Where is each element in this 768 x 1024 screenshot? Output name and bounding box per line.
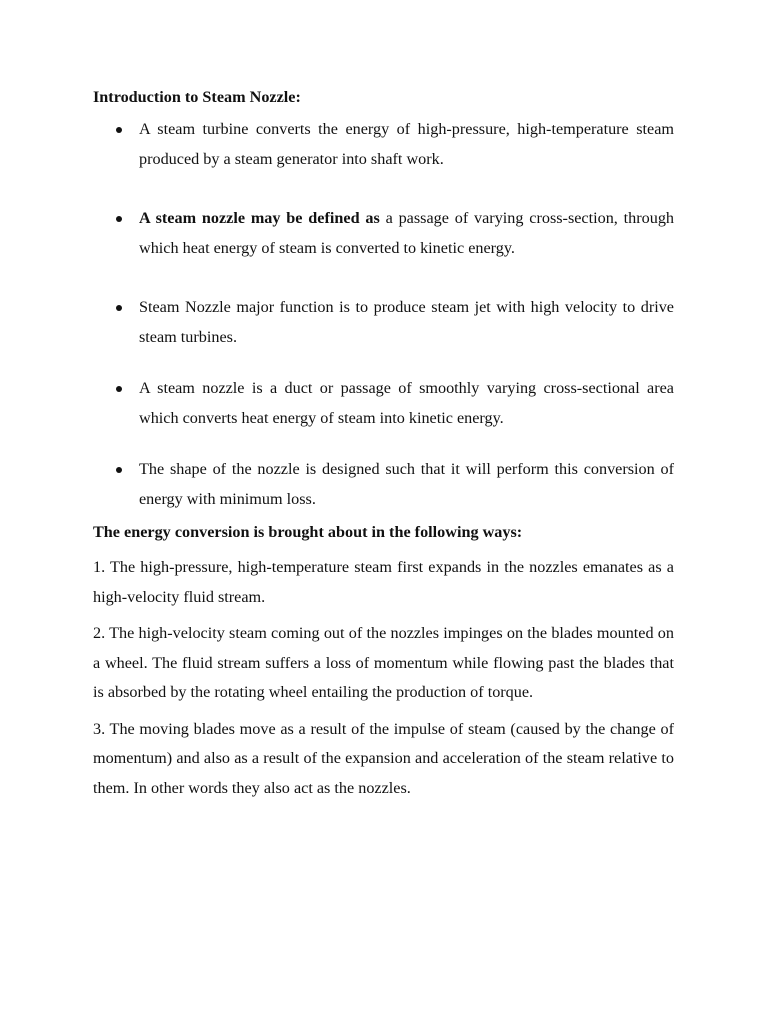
bullet-list — [93, 115, 674, 514]
bullet-text: A steam nozzle is a duct or passage of smoothly varying cross-sectional area which converts heat energy of steam into kinetic energy. — [139, 379, 674, 427]
bullet-icon — [116, 305, 122, 311]
bullet-item — [93, 115, 674, 174]
bullet-text: A steam turbine converts the energy of high-pressure, high-temperature steam produced by a steam generator into shaft work. — [139, 120, 674, 168]
bullet-icon — [116, 467, 122, 473]
section-heading: Introduction to Steam Nozzle: — [93, 88, 301, 106]
bullet-icon — [116, 386, 122, 392]
bullet-text: Steam Nozzle major function is to produce steam jet with high velocity to drive steam turbines. — [139, 298, 674, 346]
bullet-lead-bold: A steam nozzle may be defined as — [139, 209, 380, 227]
bullet-icon — [116, 216, 122, 222]
bullet-text: The shape of the nozzle is designed such that it will perform this conversion of energy with minimum loss. — [139, 460, 674, 508]
energy-conversion-heading: The energy conversion is brought about in the following ways: — [93, 523, 523, 541]
bullet-item — [93, 293, 674, 352]
document-page — [93, 83, 674, 810]
bullet-text: a passage of varying cross-section, through which heat energy of steam is converted to kinetic energy. — [139, 209, 675, 257]
bullet-item — [93, 455, 674, 514]
bullet-item — [93, 374, 674, 433]
numbered-paragraph: 1. The high-pressure, high-temperature steam first expands in the nozzles emanates as a high-velocity fluid stream. — [93, 558, 674, 606]
bullet-item — [93, 204, 674, 263]
numbered-paragraph: 2. The high-velocity steam coming out of the nozzles impinges on the blades mounted on a wheel. The fluid stream suffers a loss of momentum while flowing past the blades that is absorbed by the rotating wheel entailing the production of torque. — [93, 624, 674, 701]
bullet-icon — [116, 127, 122, 133]
numbered-paragraph: 3. The moving blades move as a result of the impulse of steam (caused by the change of momentum) and also as a result of the expansion and acceleration of the steam relative to them. In other words they also act as the nozzles. — [93, 719, 674, 797]
